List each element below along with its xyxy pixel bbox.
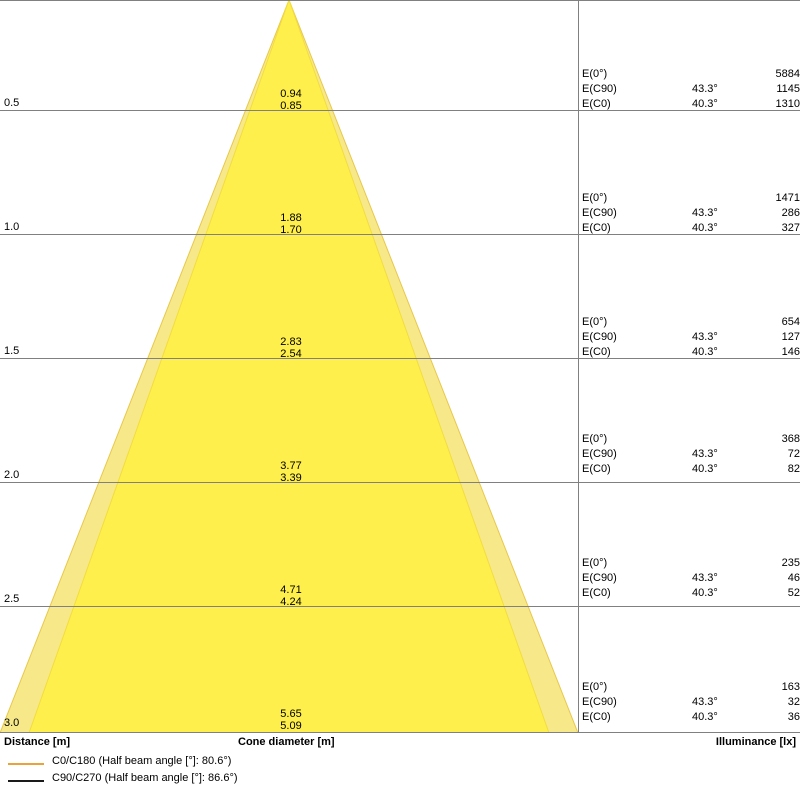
cone-diameter-c0-0-5: 0.94 [280, 88, 302, 100]
illuminance-value: 82 [787, 463, 800, 475]
gridline-2-5 [0, 606, 800, 607]
illuminance-row [582, 556, 800, 571]
illuminance-value: 5884 [775, 68, 800, 80]
illuminance-name: E(C0) [582, 98, 611, 110]
axis-label-distance: Distance [m] [4, 736, 71, 748]
cone-diameter-label-2-0 [280, 460, 301, 484]
illuminance-row [582, 586, 800, 601]
illuminance-angle: 40.3° [692, 98, 718, 110]
illuminance-name: E(C0) [582, 711, 611, 723]
illuminance-angle: 43.3° [692, 696, 718, 708]
illuminance-angle: 43.3° [692, 448, 718, 460]
cone-diameter-label-2-5 [280, 584, 301, 608]
illuminance-value: 146 [781, 346, 800, 358]
illuminance-block-1-5 [582, 315, 800, 360]
cone-diameter-c90-1-5: 2.54 [280, 348, 302, 360]
illuminance-value: 327 [781, 222, 800, 234]
legend-label-c0-c180: C0/C180 (Half beam angle [°]: 80.6°) [52, 755, 232, 767]
illuminance-row [582, 191, 800, 206]
axis-label-illuminance: Illuminance [lx] [715, 736, 796, 748]
illuminance-row [582, 710, 800, 725]
cone-diameter-c0-2-5: 4.71 [280, 584, 302, 596]
illuminance-name: E(C90) [582, 696, 617, 708]
illuminance-value: 654 [781, 316, 800, 328]
illuminance-row [582, 67, 800, 82]
frame-top-line [0, 0, 800, 1]
illuminance-block-2-0 [582, 432, 800, 477]
gridline-3-0 [0, 732, 800, 733]
cone-diameter-c0-2-0: 3.77 [280, 460, 302, 472]
legend-item-c0-c180 [0, 755, 800, 772]
illuminance-row [582, 221, 800, 236]
illuminance-value: 52 [787, 587, 800, 599]
cone-diameter-c90-1-0: 1.70 [280, 224, 302, 236]
illuminance-value: 163 [781, 681, 800, 693]
illuminance-value: 127 [781, 331, 800, 343]
cone-diameter-c90-3-0: 5.09 [280, 720, 302, 732]
legend-swatch-c0-c180-icon [8, 763, 44, 765]
illuminance-value: 368 [781, 433, 800, 445]
illuminance-name: E(0°) [582, 433, 608, 445]
illuminance-value: 36 [787, 711, 800, 723]
legend-swatch-c90-c270-icon [8, 780, 44, 782]
legend [0, 755, 800, 789]
illuminance-block-2-5 [582, 556, 800, 601]
distance-label-1-5: 1.5 [4, 345, 20, 357]
illuminance-name: E(C90) [582, 83, 617, 95]
illuminance-value: 1145 [776, 83, 800, 95]
illuminance-name: E(C0) [582, 463, 611, 475]
illuminance-row [582, 571, 800, 586]
illuminance-divider-line [578, 0, 579, 733]
illuminance-name: E(0°) [582, 192, 608, 204]
illuminance-name: E(C90) [582, 448, 617, 460]
distance-label-1-0: 1.0 [4, 221, 20, 233]
cone-diameter-c90-0-5: 0.85 [280, 100, 302, 112]
illuminance-row [582, 330, 800, 345]
illuminance-angle: 40.3° [692, 222, 718, 234]
illuminance-block-0-5 [582, 67, 800, 112]
cone-diameter-c90-2-5: 4.24 [280, 596, 302, 608]
illuminance-angle: 43.3° [692, 331, 718, 343]
cone-diameter-c0-3-0: 5.65 [280, 708, 302, 720]
illuminance-row [582, 462, 800, 477]
gridline-2-0 [0, 482, 800, 483]
legend-label-c90-c270: C90/C270 (Half beam angle [°]: 86.6°) [52, 772, 238, 784]
distance-label-2-5: 2.5 [4, 593, 20, 605]
illuminance-value: 46 [787, 572, 800, 584]
cone-diameter-c90-2-0: 3.39 [280, 472, 302, 484]
illuminance-block-3-0 [582, 680, 800, 725]
illuminance-value: 1310 [775, 98, 800, 110]
illuminance-name: E(C90) [582, 331, 617, 343]
illuminance-row [582, 315, 800, 330]
illuminance-name: E(C90) [582, 572, 617, 584]
illuminance-block-1-0 [582, 191, 800, 236]
cone-diameter-label-3-0 [280, 708, 301, 732]
illuminance-value: 235 [781, 557, 800, 569]
illuminance-angle: 40.3° [692, 587, 718, 599]
illuminance-name: E(0°) [582, 681, 608, 693]
illuminance-row [582, 206, 800, 221]
distance-label-0-5: 0.5 [4, 97, 20, 109]
illuminance-row [582, 680, 800, 695]
illuminance-name: E(C0) [582, 222, 611, 234]
illuminance-row [582, 82, 800, 97]
illuminance-row [582, 447, 800, 462]
axis-label-cone-diameter: Cone diameter [m] [238, 736, 335, 748]
illuminance-value: 1471 [775, 192, 800, 204]
illuminance-angle: 40.3° [692, 346, 718, 358]
illuminance-name: E(0°) [582, 316, 608, 328]
illuminance-row [582, 695, 800, 710]
cone-diameter-label-1-5 [280, 336, 301, 360]
illuminance-angle: 40.3° [692, 711, 718, 723]
cone-diameter-c0-1-5: 2.83 [280, 336, 302, 348]
illuminance-angle: 40.3° [692, 463, 718, 475]
illuminance-angle: 43.3° [692, 572, 718, 584]
illuminance-row [582, 97, 800, 112]
legend-item-c90-c270 [0, 772, 800, 789]
illuminance-value: 32 [787, 696, 800, 708]
illuminance-name: E(C0) [582, 587, 611, 599]
cone-diameter-label-1-0 [280, 212, 301, 236]
cone-diameter-label-0-5 [280, 88, 301, 112]
illuminance-name: E(0°) [582, 68, 608, 80]
cone-diameter-c0-1-0: 1.88 [280, 212, 302, 224]
illuminance-angle: 43.3° [692, 207, 718, 219]
illuminance-row [582, 432, 800, 447]
distance-label-2-0: 2.0 [4, 469, 20, 481]
illuminance-row [582, 345, 800, 360]
distance-label-3-0: 3.0 [4, 717, 20, 729]
illuminance-value: 286 [781, 207, 800, 219]
illuminance-name: E(C0) [582, 346, 611, 358]
illuminance-name: E(C90) [582, 207, 617, 219]
illuminance-name: E(0°) [582, 557, 608, 569]
illuminance-value: 72 [787, 448, 800, 460]
illuminance-angle: 43.3° [692, 83, 718, 95]
